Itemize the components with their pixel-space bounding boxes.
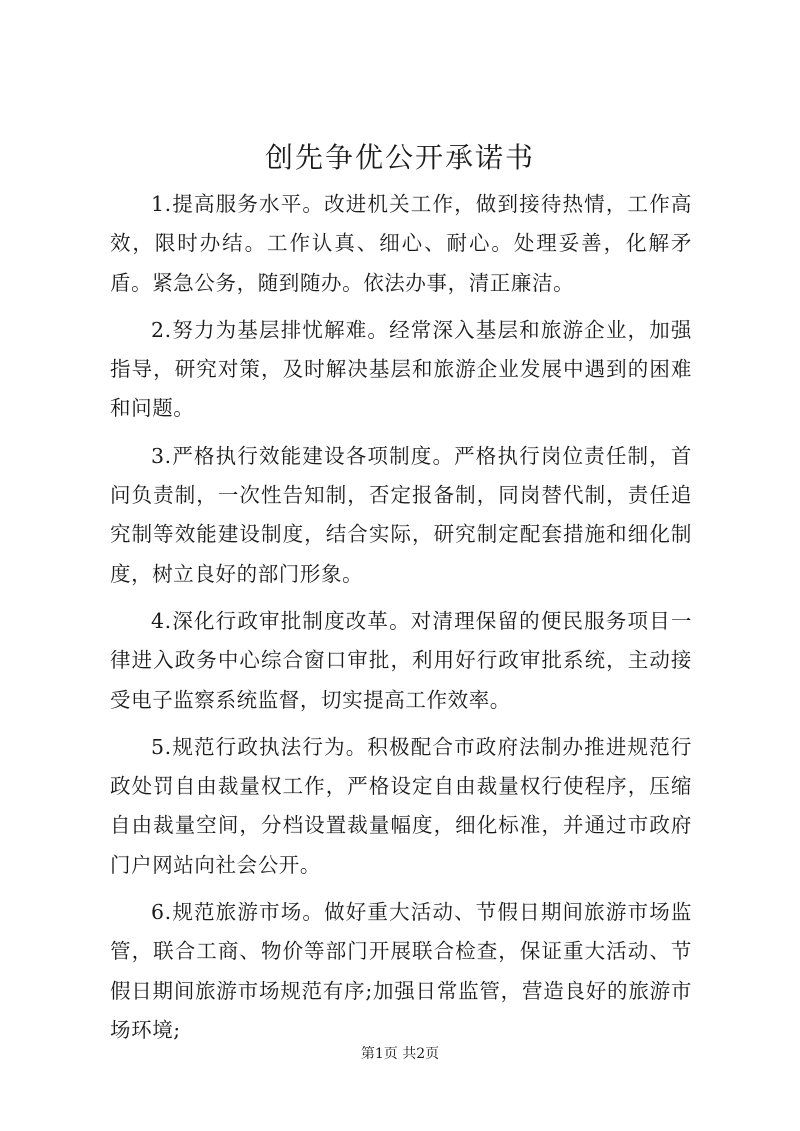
paragraph-4: 4.深化行政审批制度改革。对清理保留的便民服务项目一律进入政务中心综合窗口审批，利用好行政审批系统，主动接受电子监察系统监督，切实提高工作效率。 bbox=[110, 608, 692, 712]
paragraph-1: 1.提高服务水平。改进机关工作，做到接待热情，工作高效，限时办结。工作认真、细心、耐心。处理妥善，化解矛盾。紧急公务，随到随办。依法办事，清正廉洁。 bbox=[110, 192, 692, 295]
paragraph-6: 6.规范旅游市场。做好重大活动、节假日期间旅游市场监管，联合工商、物价等部门开展联合检查，保证重大活动、节假日期间旅游市场规范有序;加强日常监管，营造良好的旅游市场环境; bbox=[110, 900, 692, 1042]
document-body bbox=[110, 185, 692, 1058]
page-footer: 第1页 共2页 bbox=[360, 1046, 440, 1062]
paragraph-5: 5.规范行政执法行为。积极配合市政府法制办推进规范行政处罚自由裁量权工作，严格设定自由裁量权行使程序，压缩自由裁量空间，分档设置裁量幅度，细化标准，并通过市政府门户网站向社会公开。 bbox=[110, 734, 692, 877]
paragraph-2: 2.努力为基层排忧解难。经常深入基层和旅游企业，加强指导，研究对策，及时解决基层和旅游企业发展中遇到的困难和问题。 bbox=[110, 317, 692, 421]
page-title: 创先争优公开承诺书 bbox=[264, 141, 535, 174]
paragraph-3: 3.严格执行效能建设各项制度。严格执行岗位责任制，首问负责制，一次性告知制，否定报备制，同岗替代制，责任追究制等效能建设制度，结合实际，研究制定配套措施和细化制度，树立良好的部门形象。 bbox=[110, 443, 692, 586]
